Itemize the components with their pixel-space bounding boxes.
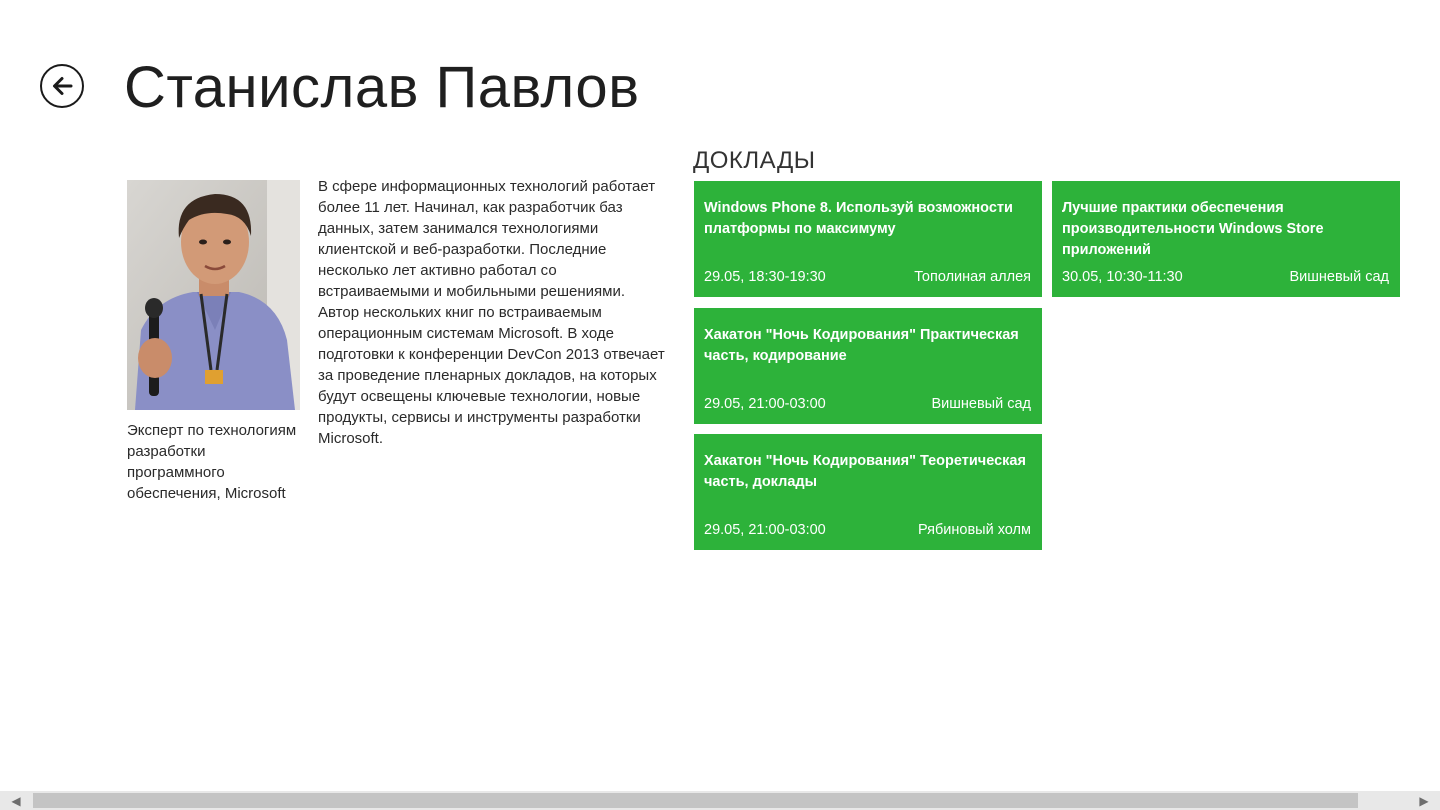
section-title: ДОКЛАДЫ	[693, 147, 816, 174]
talk-tile[interactable]	[694, 434, 1042, 550]
talk-room: Вишневый сад	[1289, 269, 1389, 285]
horizontal-scrollbar[interactable]	[0, 791, 1440, 810]
talk-title: Windows Phone 8. Используй возможности платформы по максимуму	[704, 200, 1013, 237]
back-button[interactable]	[40, 64, 84, 108]
page-title: Станислав Павлов	[124, 55, 640, 120]
arrow-left-icon	[50, 74, 74, 98]
talk-room: Рябиновый холм	[917, 522, 1031, 538]
talk-meta	[704, 267, 1031, 287]
speaker-role: Эксперт по технологиям разработки программного обеспечения, Microsoft	[127, 422, 297, 502]
talk-time: 29.05, 21:00-03:00	[704, 522, 826, 538]
talk-title: Хакатон "Ночь Кодирования" Теоретическая часть, доклады	[704, 453, 1026, 490]
talk-tile[interactable]	[1052, 181, 1400, 297]
chevron-right-icon: ▶	[1419, 793, 1429, 808]
scroll-thumb[interactable]	[33, 793, 1358, 808]
talk-room: Тополиная аллея	[914, 269, 1031, 285]
speaker-bio: В сфере информационных технологий работает более 11 лет. Начинал, как разработчик баз данных, затем занимался технологиями клиентской и веб-разработки. Последние несколько лет активно работал со встраиваемыми и мобильными решениями. Автор нескольких книг по встраиваемым операционным системам Microsoft. В ходе подготовки к конференции DevCon 2013 отвечает за проведение пленарных докладов, на которых будут освещены ключевые технологии, новые продукты, сервисы и инструменты разработки Microsoft.	[318, 178, 665, 447]
speaker-photo	[127, 180, 300, 410]
talk-tile[interactable]	[694, 308, 1042, 424]
scroll-right-button[interactable]	[1408, 791, 1440, 810]
talk-time: 30.05, 10:30-11:30	[1062, 269, 1183, 285]
chevron-left-icon: ◀	[11, 793, 21, 808]
talk-meta	[1062, 267, 1389, 287]
talk-title: Хакатон "Ночь Кодирования" Практическая часть, кодирование	[704, 327, 1019, 364]
talk-title: Лучшие практики обеспечения производительности Windows Store приложений	[1062, 200, 1324, 258]
talk-time: 29.05, 18:30-19:30	[704, 269, 826, 285]
talk-meta	[704, 394, 1031, 414]
talk-room: Вишневый сад	[931, 396, 1031, 412]
talk-meta	[704, 520, 1031, 540]
talk-tile[interactable]	[694, 181, 1042, 297]
scroll-left-button[interactable]	[0, 791, 32, 810]
talk-time: 29.05, 21:00-03:00	[704, 396, 826, 412]
